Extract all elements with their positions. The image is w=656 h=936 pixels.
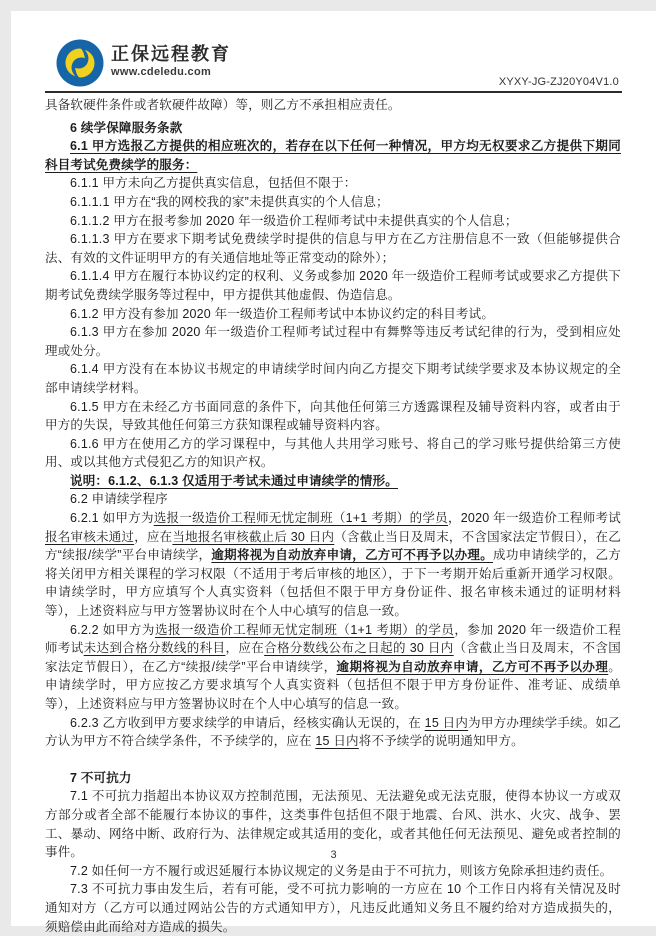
doc-paragraph [45, 398, 621, 435]
text-run: 选报一级造价工程师无忧定制班（1+1 考期）的学员 [154, 622, 455, 637]
text-run: 6.1 甲方选报乙方提供的相应班次的，若存在以下任何一种情况，甲方均无权要求乙方提供下期同科目考试免费续学的服务： [45, 139, 621, 172]
text-run: 6.2.2 如甲方为 [70, 622, 155, 637]
text-run: 当地报名审核截止后 30 日内 [172, 529, 335, 544]
brand-block [111, 44, 231, 78]
doc-paragraph [45, 490, 621, 509]
brand-url: www.cdeledu.com [111, 66, 212, 78]
doc-paragraph [45, 435, 621, 472]
text-run: 6.1.1.1 甲方在“我的网校我的家”未提供真实的个人信息； [70, 194, 389, 209]
text-run: ，2020 年一级造价工程师考试 [447, 511, 621, 526]
text-run: 。申请续学时，甲方应按乙方要求填写个人真实资料（包括但不限于甲方身份证件、准考证、成绩单等），上述资料应与甲方签署协议时在个人中心填写的信息一致。 [45, 659, 621, 711]
text-run: 6.1.1.3 甲方在要求下期考试免费续学时提供的信息与甲方在乙方注册信息不一致（但能够提供合法、有效的文件证明甲方的有关通信地址等正常变动的除外）； [45, 232, 621, 265]
text-run: （含截止当日及周末，不含国家法定节假日），在乙方“续报/续学”平台申请续学， [45, 529, 621, 563]
doc-paragraph [45, 323, 621, 360]
text-run: 未达到合格分数线的科目 [83, 641, 226, 656]
doc-paragraph [45, 305, 621, 324]
doc-paragraph [45, 193, 621, 212]
doc-paragraph [45, 137, 621, 174]
text-run: 7 不可抗力 [70, 770, 132, 785]
page-number: 3 [330, 849, 337, 861]
doc-paragraph [45, 174, 621, 193]
text-run: 合格分数线公布之日起的 30 日内 [264, 641, 454, 656]
text-run: 6.1.1.2 甲方在报考参加 2020 年一级造价工程师考试中未提供真实的个人信息； [70, 213, 518, 228]
page-header [11, 11, 656, 91]
text-run: 成功申请续学的，乙方将关闭甲方相关课程的学习权限（不适用于考后审核的地区），于下一考期开始后重新开通学习权限。申请续学时，甲方应填写个人真实资料（包括但不限于甲方身份证件、报名审核未通过的证明材料等），上述资料应与甲方签署协议时在个人中心填写的信息一致。 [45, 548, 621, 619]
doc-paragraph [45, 230, 621, 267]
text-run: 6.1.5 甲方在未经乙方书面同意的条件下，向其他任何第三方透露课程及辅导资料内容，或者由于甲方的失误，导致其他任何第三方获知课程或辅导资料内容。 [45, 399, 621, 433]
brand-swirl-logo-icon [56, 39, 104, 87]
text-run: 6.1.6 甲方在使用乙方的学习课程中，与其他人共用学习账号、将自己的学习账号提供给第三方使用、或以其他方式侵犯乙方的知识产权。 [45, 436, 621, 470]
text-run: 6.1.2 甲方没有参加 2020 年一级造价工程师考试中本协议约定的科目考试。 [70, 306, 495, 321]
brand-name: 正保远程教育 [111, 44, 231, 64]
doc-paragraph [45, 472, 621, 491]
text-run: 将不予续学的说明通知甲方。 [358, 734, 524, 749]
text-run: 7.3 不可抗力事由发生后，若有可能，受不可抗力影响的一方应在 10 个工作日内将有关情况及时通知对方（乙方可以通过网站公告的方式通知甲方），凡违反此通知义务且不履约给对方造成损失的，须赔偿由此而给对方造成的损失。 [45, 882, 621, 934]
text-run: （含截止当日及周末，不含国家法定节假日），在乙方“续报/续学”平台申请续学， [45, 641, 621, 674]
text-run: 逾期将视为自动放弃申请，乙方可不再予以办理 [336, 659, 609, 674]
text-run: 报名审核未通过 [45, 529, 135, 544]
text-run: 6.1.3 甲方在参加 2020 年一级造价工程师考试过程中有舞弊等违反考试纪律的行为，受到相应处理或处分。 [45, 325, 621, 358]
text-run: ，应在 [225, 641, 265, 656]
doc-paragraph [45, 769, 621, 788]
text-run: 7.1 不可抗力指超出本协议双方控制范围，无法预见、无法避免或无法克服，使得本协议一方或双方部分或者全部不能履行本协议的事件，这类事件包括但不限于地震、台风、洪水、火灾、战争、罢工、暴动、网络中断、政府行为、法律规定或其适用的变化，或者其他任何无法预见、避免或者控制的事件。 [45, 789, 621, 860]
doc-paragraph [45, 509, 621, 621]
doc-paragraph [45, 119, 621, 138]
doc-paragraph [45, 621, 621, 714]
text-run: 15 日内 [424, 715, 469, 730]
text-run: 6 续学保障服务条款 [70, 120, 183, 135]
doc-paragraph [45, 862, 621, 881]
doc-paragraph [45, 267, 621, 304]
text-run: 6.1.4 甲方没有在本协议书规定的申请续学时间内向乙方提交下期考试续学要求及本协议规定的全部申请续学材料。 [45, 362, 621, 395]
text-run: 逾期将视为自动放弃申请，乙方可不再予以办理。 [211, 548, 494, 563]
text-run: 具备软硬件条件或者软硬件故障）等，则乙方不承担相应责任。 [45, 98, 401, 112]
text-run: 15 日内 [315, 734, 359, 749]
text-run: ，参加 2020 年一级造价工程师考试 [45, 622, 621, 656]
text-run: 6.2.3 乙方收到甲方要求续学的申请后，经核实确认无误的，在 [70, 715, 425, 730]
text-run: 7.2 如任何一方不履行或迟延履行本协议规定的义务是由于不可抗力，则该方免除承担违约责任。 [70, 863, 613, 878]
text-run: 6.2.1 如甲方为 [70, 511, 154, 526]
document-code: XYXY-JG-ZJ20Y04V1.0 [498, 76, 619, 88]
text-run: 选报一级造价工程师无忧定制班（1+1 考期）的学员 [153, 511, 448, 526]
doc-paragraph [45, 880, 621, 936]
text-run: 6.1.1 甲方未向乙方提供真实信息，包括但不限于： [70, 176, 357, 191]
text-run: 6.1.1.4 甲方在履行本协议约定的权利、义务或参加 2020 年一级造价工程师考试或要求乙方提供下期考试免费续学服务等过程中，甲方提供其他虚假、伪造信息。 [45, 269, 621, 302]
text-run: 说明：6.1.2、6.1.3 仅适用于考试未通过申请续学的情形。 [70, 473, 398, 488]
header-divider [45, 91, 622, 93]
doc-paragraph [45, 212, 621, 231]
document-page [11, 11, 656, 934]
doc-paragraph [45, 96, 621, 115]
doc-paragraph [45, 714, 621, 751]
text-run: 为甲方办理续学手续。如乙方认为甲方不符合续学条件，不予续学的，应在 [45, 715, 621, 749]
text-run: 6.2 申请续学程序 [70, 492, 168, 507]
doc-paragraph [45, 360, 621, 397]
document-body [45, 96, 621, 936]
text-run: ，应在 [134, 529, 173, 544]
